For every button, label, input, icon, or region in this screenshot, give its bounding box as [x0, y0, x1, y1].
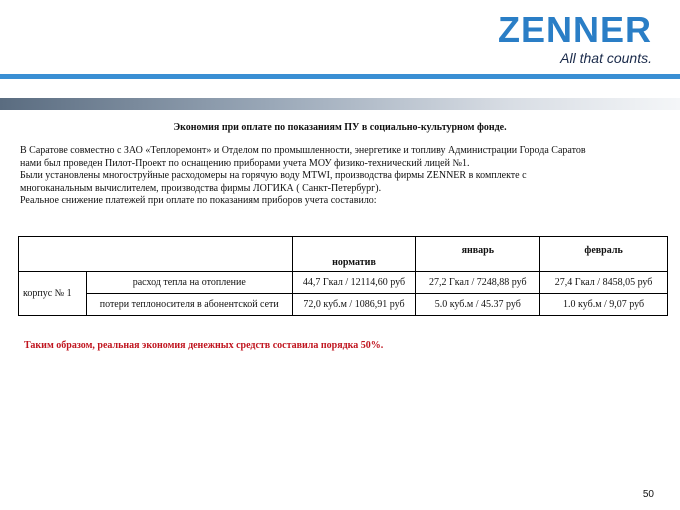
row-jan: 27,2 Гкал / 7248,88 руб: [416, 272, 540, 294]
header-feb: февраль: [540, 237, 668, 272]
paragraph-line: многоканальным вычислителем, производства фирмы ЛОГИКА ( Санкт-Петербург).: [20, 182, 382, 194]
row-jan: 5.0 куб.м / 45.37 руб: [416, 294, 540, 316]
header-rule: [0, 74, 680, 79]
header-empty-cell: [19, 237, 293, 272]
row-norm: 44,7 Гкал / 12114,60 руб: [292, 272, 416, 294]
paragraph-line: Реальное снижение платежей при оплате по показаниям приборов учета составило:: [20, 195, 377, 206]
table-row: [19, 272, 668, 294]
row-label: потери теплоносителя в абонентской сети: [86, 294, 292, 316]
zenner-logo: [497, 9, 652, 66]
page-number: 50: [642, 489, 654, 500]
paragraph-line: Были установлены многоструйные расходомеры на горячую воду MTWI, производства фирмы ZENNER в комплекте с: [20, 170, 527, 181]
group-label: корпус № 1: [19, 272, 87, 316]
header-jan: январь: [416, 237, 540, 272]
logo-brand: ZENNER: [497, 9, 652, 50]
table-row: [19, 294, 668, 316]
gradient-band: [0, 98, 680, 110]
logo-tagline: All that counts.: [560, 50, 652, 66]
row-feb: 27,4 Гкал / 8458,05 руб: [540, 272, 668, 294]
table-header-row: [19, 237, 668, 272]
header-norm: норматив: [292, 237, 416, 272]
row-feb: 1.0 куб.м / 9,07 руб: [540, 294, 668, 316]
conclusion-text: Таким образом, реальная экономия денежных средств составила порядка 50%.: [24, 340, 384, 351]
row-label: расход тепла на отопление: [86, 272, 292, 294]
page-title: Экономия при оплате по показаниям ПУ в социально-культурном фонде.: [173, 122, 507, 133]
savings-table: [18, 236, 668, 316]
row-norm: 72,0 куб.м / 1086,91 руб: [292, 294, 416, 316]
paragraph-line: нами был проведен Пилот-Проект по оснащению приборами учета МОУ физико-технический лицей №1.: [20, 157, 470, 169]
intro-paragraph: [20, 145, 660, 208]
paragraph-line: В Саратове совместно с ЗАО «Теплоремонт» и Отделом по промышленности, энергетике и топливу Администрации Города Саратов: [20, 145, 586, 156]
